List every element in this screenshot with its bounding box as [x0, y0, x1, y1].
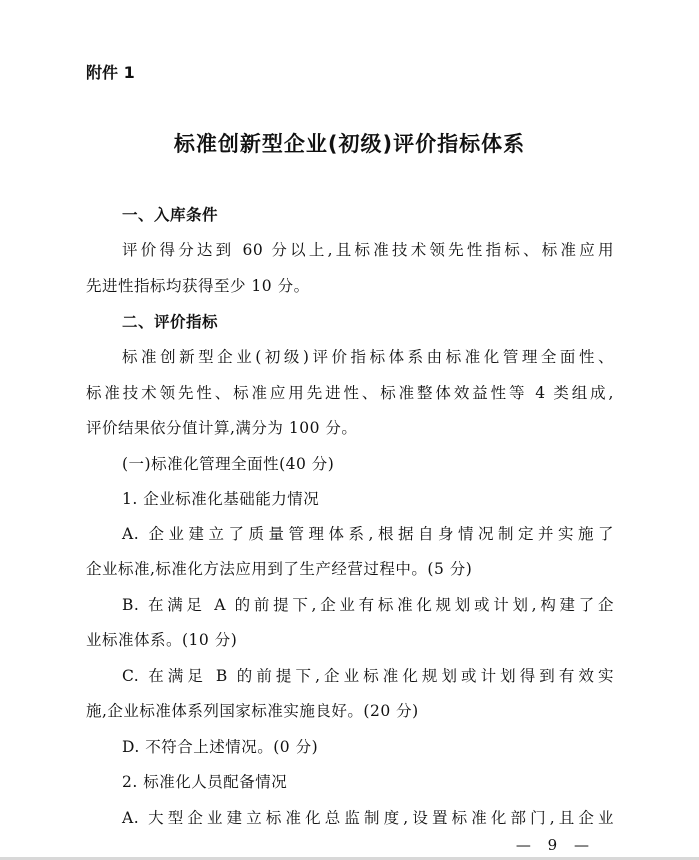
option-b-line: B. 在满足 A 的前提下,企业有标准化规划或计划,构建了企 [122, 596, 614, 614]
option-c-line: 施,企业标准体系列国家标准实施良好。(20 分) [86, 702, 419, 720]
option-a-line: 企业标准,标准化方法应用到了生产经营过程中。(5 分) [86, 560, 473, 578]
item-heading: 1. 企业标准化基础能力情况 [122, 490, 320, 508]
section-heading-entry-conditions: 一、入库条件 [122, 206, 219, 224]
page-title: 标准创新型企业(初级)评价指标体系 [173, 132, 526, 156]
section-heading-evaluation-indicators: 二、评价指标 [122, 313, 219, 331]
paragraph-line: 评价结果依分值计算,满分为 100 分。 [86, 419, 358, 437]
option-d-line: D. 不符合上述情况。(0 分) [122, 738, 319, 756]
option-c-line: C. 在满足 B 的前提下,企业标准化规划或计划得到有效实 [122, 667, 614, 685]
option-a-line: A. 大型企业建立标准化总监制度,设置标准化部门,且企业 [122, 809, 614, 827]
page-number: — 9 — [515, 836, 595, 854]
attachment-label: 附件 1 [86, 63, 135, 82]
option-a-line: A. 企业建立了质量管理体系,根据自身情况制定并实施了 [122, 525, 614, 543]
option-b-line: 业标准体系。(10 分) [86, 631, 238, 649]
subsection-heading: (一)标准化管理全面性(40 分) [122, 455, 335, 473]
item-heading: 2. 标准化人员配备情况 [122, 773, 288, 791]
paragraph-line: 标准技术领先性、标准应用先进性、标准整体效益性等 4 类组成, [86, 384, 614, 402]
paragraph-line: 标准创新型企业(初级)评价指标体系由标准化管理全面性、 [122, 348, 614, 366]
paragraph-line: 先进性指标均获得至少 10 分。 [86, 277, 310, 295]
paragraph-line: 评价得分达到 60 分以上,且标准技术领先性指标、标准应用 [122, 241, 614, 259]
